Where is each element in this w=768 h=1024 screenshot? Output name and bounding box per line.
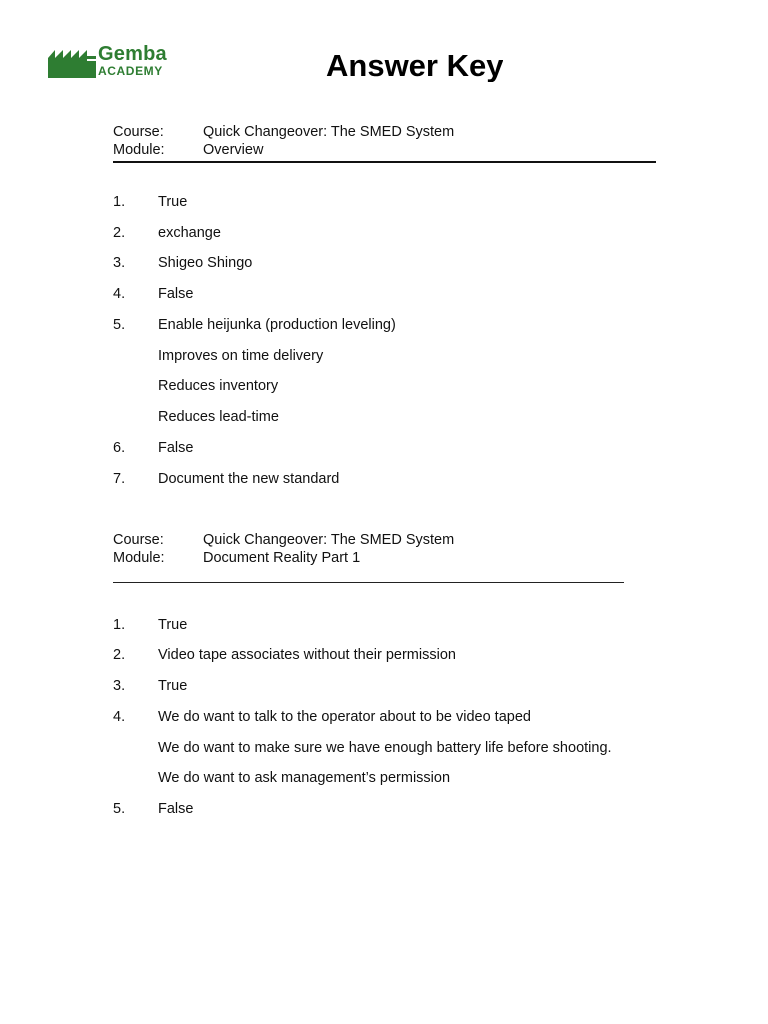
course-value: Quick Changeover: The SMED System	[203, 532, 455, 548]
answer-number: 1.	[113, 617, 126, 633]
answer-number: 3.	[113, 255, 126, 271]
answer-text: We do want to talk to the operator about to be video taped	[158, 709, 531, 725]
answer-number: 5.	[113, 801, 126, 817]
answer-text: True	[158, 678, 188, 694]
module-value: Overview	[203, 142, 264, 158]
answer-text: True	[158, 617, 188, 633]
answer-number: 4.	[113, 286, 126, 302]
answer-text: exchange	[158, 225, 221, 241]
answer-text: Document the new standard	[158, 471, 340, 487]
logo-subtitle: ACADEMY	[98, 64, 163, 78]
answer-number: 5.	[113, 317, 126, 333]
answer-number: 7.	[113, 471, 126, 487]
answer-number: 3.	[113, 678, 126, 694]
answer-text: True	[158, 194, 188, 210]
answer-text: We do want to make sure we have enough battery life before shooting.	[158, 740, 612, 756]
course-value: Quick Changeover: The SMED System	[203, 124, 455, 140]
page-title: Answer Key	[326, 48, 504, 82]
answer-text: False	[158, 286, 194, 302]
answer-number: 6.	[113, 440, 126, 456]
answer-text: False	[158, 440, 194, 456]
logo-name: Gemba	[98, 43, 167, 65]
section-underline	[113, 582, 624, 583]
section-divider	[113, 161, 656, 163]
answer-text: Shigeo Shingo	[158, 255, 253, 271]
answer-text: Improves on time delivery	[158, 348, 324, 364]
answer-number: 1.	[113, 194, 126, 210]
gemba-academy-logo	[48, 44, 178, 82]
answer-text: Reduces lead-time	[158, 409, 279, 425]
module-label: Module:	[113, 550, 165, 566]
answer-text: Enable heijunka (production leveling)	[158, 317, 396, 333]
answer-text: False	[158, 801, 194, 817]
factory-icon	[48, 46, 96, 78]
answer-number: 2.	[113, 647, 126, 663]
module-value: Document Reality Part 1	[203, 550, 361, 566]
answer-text: Video tape associates without their permission	[158, 647, 456, 663]
answer-text: We do want to ask management’s permission	[158, 770, 451, 786]
module-label: Module:	[113, 142, 165, 158]
course-label: Course:	[113, 124, 164, 140]
answer-text: Reduces inventory	[158, 378, 279, 394]
answer-number: 2.	[113, 225, 126, 241]
answer-number: 4.	[113, 709, 126, 725]
course-label: Course:	[113, 532, 164, 548]
